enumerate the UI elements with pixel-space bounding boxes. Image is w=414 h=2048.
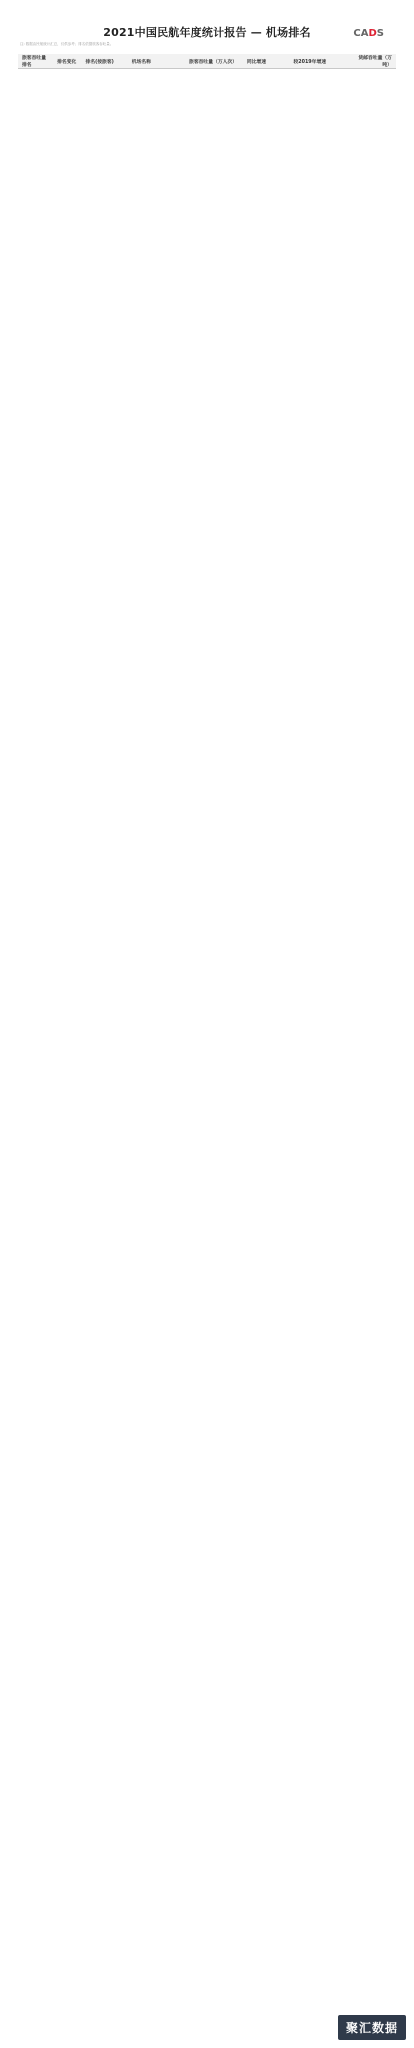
table-header	[18, 54, 396, 69]
cadas-logo: CADS	[353, 28, 384, 39]
logo-accent: D	[368, 28, 377, 39]
airport-ranking-table	[18, 54, 396, 69]
col-prev: 排名(按旅客)	[85, 59, 114, 65]
page-title: 2021中国民航年度统计报告 — 机场排名	[103, 26, 311, 39]
col-yoy: 同比增速	[246, 59, 267, 65]
col-rank: 旅客吞吐量排名	[22, 56, 46, 68]
col-name: 机场名称	[131, 59, 151, 65]
col-pax: 旅客吞吐量（万人次）	[189, 59, 238, 65]
col-change: 排名变化	[57, 59, 77, 65]
report-header	[0, 0, 414, 44]
col-vs2019: 较2019年增速	[293, 59, 327, 65]
report-note: 注: 数据由民航统计汇总，仅供参考；排名依据旅客吞吐量。	[20, 42, 114, 46]
watermark-badge: 聚汇数据	[338, 2015, 406, 2040]
col-cargo: 货邮吞吐量（万吨）	[358, 56, 392, 68]
